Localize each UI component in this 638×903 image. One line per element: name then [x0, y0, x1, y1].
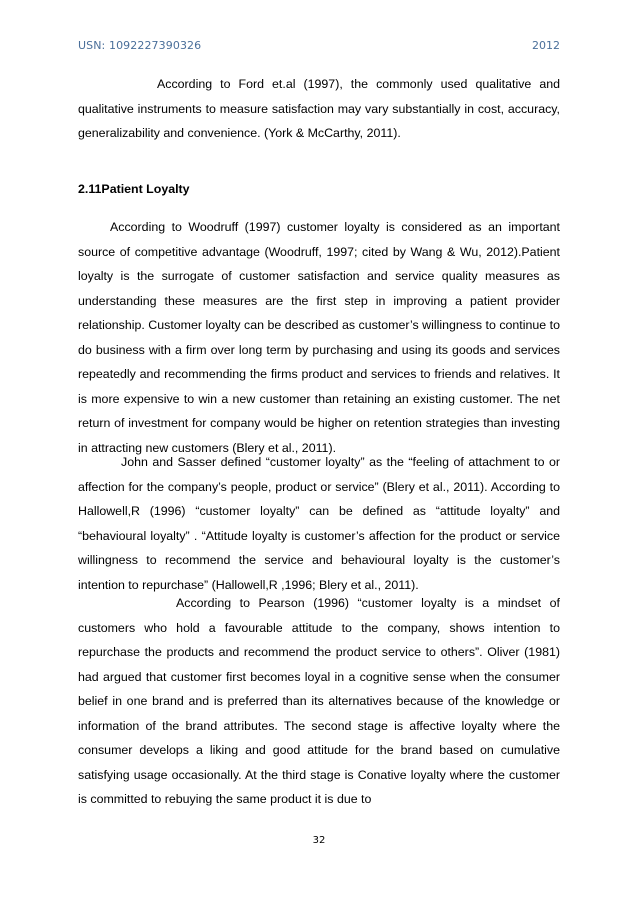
section-heading-patient-loyalty: 2.11Patient Loyalty — [78, 182, 190, 196]
paragraph-ford-satisfaction: According to Ford et.al (1997), the commonly used qualitative and qualitative instruments to measure satisfaction may vary substantially in cost, accuracy, generalizability and convenience. (York & McCarthy, 2011). — [78, 77, 560, 140]
page-header — [78, 39, 560, 55]
header-usn: USN: 1092227390326 — [78, 39, 202, 52]
header-year: 2012 — [532, 39, 560, 52]
paragraph-pearson-oliver: According to Pearson (1996) “customer loyalty is a mindset of customers who hold a favourable attitude to the company, shows intention to repurchase the products and recommend the product service to others”. Oliver (1981) had argued that customer first becomes loyal in a cognitive sense when the consumer belief in one brand and is preferred than its alternatives because of the knowledge or information of the brand attributes. The second stage is affective loyalty where the consumer develops a liking and good attitude for the brand based on cumulative satisfying usage occasionally. At the third stage is Conative loyalty where the customer is committed to rebuying the same product it is due to — [78, 596, 560, 806]
paragraph-john-sasser: John and Sasser defined “customer loyalty” as the “feeling of attachment to or affection for the company’s people, product or service” (Blery et al., 2011). According to Hallowell,R (1996) “customer loyalty” can be defined as “attitude loyalty” and “behavioural loyalty” . “Attitude loyalty is customer’s affection for the product or service willingness to recommend the service and behavioural loyalty is the customer’s intention to repurchase” (Hallowell,R ,1996; Blery et al., 2011). — [78, 455, 560, 592]
paragraph-woodruff-loyalty: According to Woodruff (1997) customer loyalty is considered as an important source of competitive advantage (Woodruff, 1997; cited by Wang & Wu, 2012).Patient loyalty is the surrogate of customer satisfaction and service quality measures as understanding these measures are the first step in improving a patient provider relationship. Customer loyalty can be described as customer’s willingness to continue to do business with a firm over long term by purchasing and using its goods and services repeatedly and recommending the firms product and services to friends and relatives. It is more expensive to win a new customer than retaining an existing customer. The net return of investment for company would be higher on retention strategies than investing in attracting new customers (Blery et al., 2011). — [78, 220, 560, 455]
page-number: 32 — [312, 835, 326, 846]
